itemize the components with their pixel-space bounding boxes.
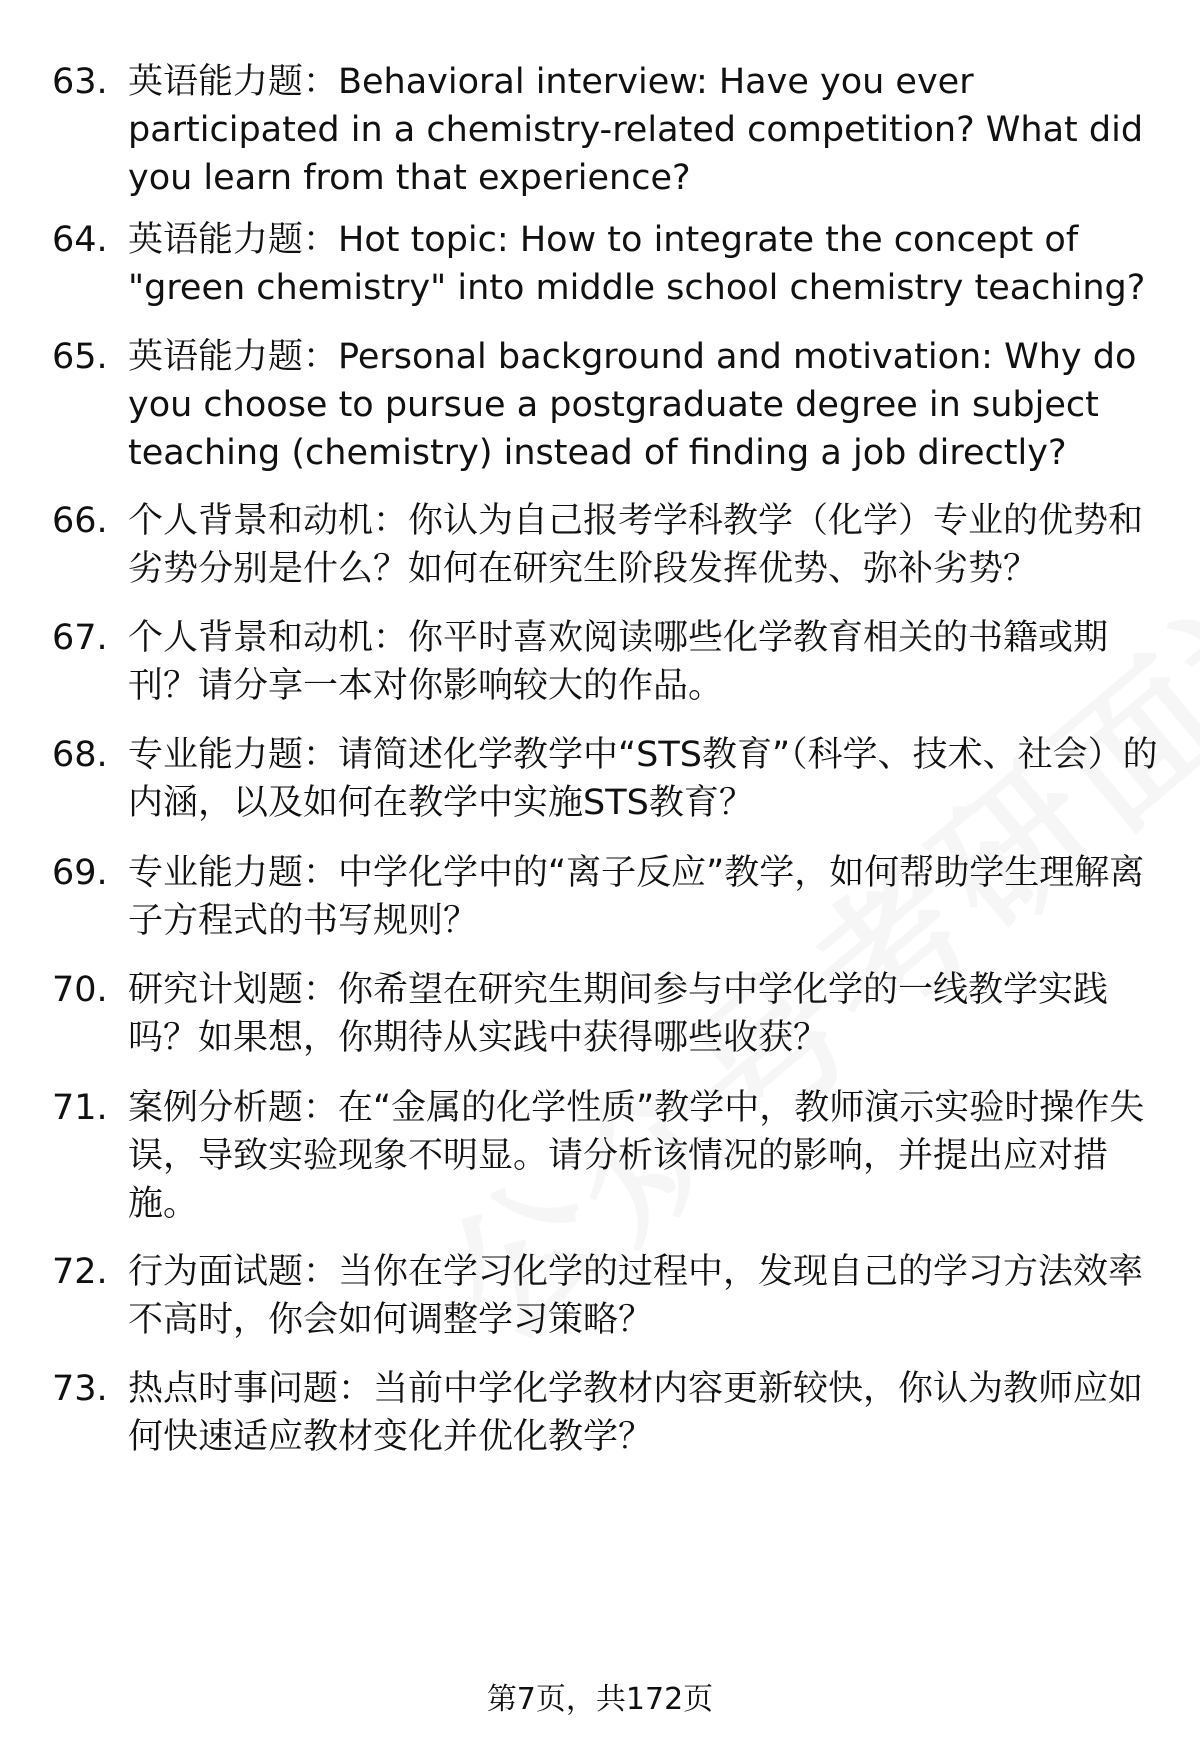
question-text: 专业能力题：请简述化学教学中“STS教育”（科学、技术、社会）的内涵，以及如何在教学中实施STS教育？ [128,735,1158,823]
question-text: 研究计划题：你希望在研究生期间参与中学化学的一线教学实践吗？如果想，你期待从实践中获得哪些收获？ [128,970,1109,1058]
question-text: 英语能力题：Personal background and motivation: Why do you choose to pursue a postgraduate degree in subject teaching (chemistry) instead of finding a job directly? [128,337,1137,473]
question-text: 英语能力题：Hot topic: How to integrate the concept of "green chemistry" into middle school chemistry teaching? [128,220,1146,308]
question-item [52,849,1152,945]
question-text: 热点时事问题：当前中学化学教材内容更新较快，你认为教师应如何快速适应教材变化并优化教学？ [128,1369,1144,1457]
question-number: 70. [52,970,108,1010]
question-number: 63. [52,62,108,102]
question-item [52,497,1152,593]
question-number: 72. [52,1252,108,1292]
question-text: 行为面试题：当你在学习化学的过程中，发现自己的学习方法效率不高时，你会如何调整学习策略？ [128,1252,1144,1340]
question-item [52,1084,1152,1228]
question-number: 71. [52,1088,108,1128]
page-footer [0,1680,1200,1720]
question-number: 68. [52,735,108,775]
question-item [52,1365,1152,1461]
question-number: 66. [52,501,108,541]
question-number: 64. [52,220,108,260]
question-item [52,333,1152,477]
question-text: 案例分析题：在“金属的化学性质”教学中，教师演示实验时操作失误，导致实验现象不明显。请分析该情况的影响，并提出应对措施。 [128,1088,1145,1224]
page-number-label: 第7页，共172页 [486,1682,714,1717]
question-text: 个人背景和动机：你认为自己报考学科教学（化学）专业的优势和劣势分别是什么？如何在研究生阶段发挥优势、弥补劣势？ [128,501,1144,589]
question-number: 73. [52,1369,108,1409]
question-text: 专业能力题：中学化学中的“离子反应”教学，如何帮助学生理解离子方程式的书写规则？ [128,853,1145,941]
question-text: 个人背景和动机：你平时喜欢阅读哪些化学教育相关的书籍或期刊？请分享一本对你影响较大的作品。 [128,618,1109,706]
question-item [52,966,1152,1062]
question-text: 英语能力题：Behavioral interview: Have you ever participated in a chemistry-related competition? What did you learn from that experience? [128,62,1144,198]
question-number: 65. [52,337,108,377]
question-item [52,731,1158,827]
question-number: 67. [52,618,108,658]
question-item [52,614,1152,710]
question-number: 69. [52,853,108,893]
question-item [52,216,1152,312]
question-item [52,58,1152,202]
question-item [52,1248,1152,1344]
